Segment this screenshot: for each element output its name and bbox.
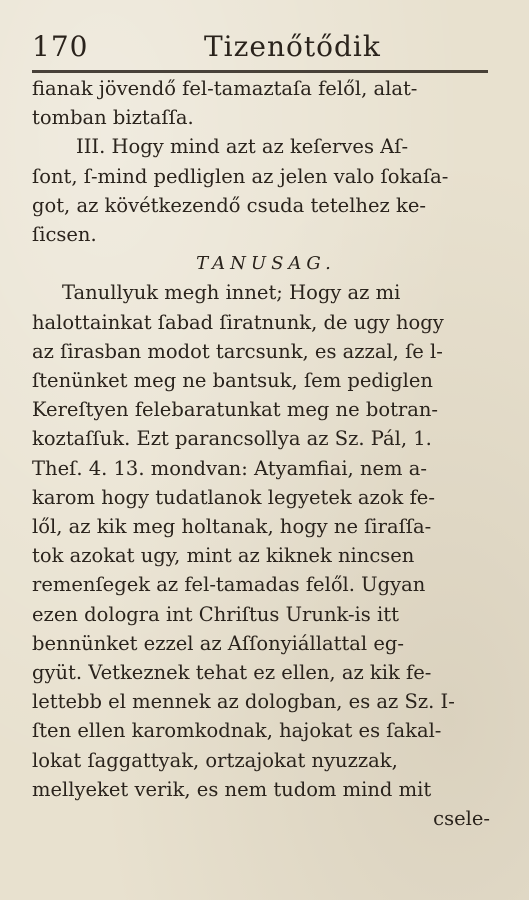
catchword: csele- — [433, 807, 490, 831]
text-line: tok azokat ugy, mint az kiknek nincsen — [32, 544, 415, 568]
text-line: halottainkat ſabad ſiratnunk, de ugy hogy — [32, 310, 444, 334]
page-header — [32, 22, 490, 66]
text-line: ſont, ſ-mind pedliglen az jelen valo ſokaſa- — [32, 164, 449, 188]
text-line: ezen dologra int Chriſtus Urunk-is itt — [32, 602, 399, 626]
text-line: lokat ſaggattyak, ortzajokat nyuzzak, — [32, 748, 398, 772]
text-line: ſicsen. — [32, 223, 97, 247]
text-line: fianak jövendő fel-tamaztaſa felől, alat- — [32, 77, 418, 100]
paragraph-first-line: Tanullyuk megh innet; Hogy az mi — [62, 281, 401, 305]
text-line: az ſirasban modot tarcsunk, es azzal, ſe l- — [32, 339, 443, 363]
section-three-line: III. Hogy mind azt az keſerves Aſ- — [76, 135, 409, 159]
text-line: koztaſſuk. Ezt parancsollya az Sz. Pál, 1. — [32, 427, 432, 451]
text-line: karom hogy tudatlanok legyetek azok fe- — [32, 485, 435, 509]
body-text — [32, 74, 500, 833]
text-line: got, az kövétkezendő csuda tetelhez ke- — [32, 193, 426, 217]
text-line: Theſ. 4. 13. mondvan: Atyamfiai, nem a- — [32, 456, 427, 480]
text-line: lől, az kik meg holtanak, hogy ne ſiraſſa- — [32, 515, 432, 539]
text-line: ſten ellen karomkodnak, hajokat es ſakal- — [32, 719, 442, 743]
text-line: bennünket ezzel az Aſſonyiállattal eg- — [32, 631, 404, 655]
text-line: tomban biztaſſa. — [32, 106, 194, 130]
page-number: 170 — [32, 30, 89, 63]
text-line: gyüt. Vetkeznek tehat ez ellen, az kik fe- — [32, 661, 432, 685]
text-line: mellyeket verik, es nem tudom mind mit — [32, 777, 432, 801]
running-title: Tizenőtődik — [204, 30, 381, 63]
text-line: remenſegek az fel-tamadas felől. Ugyan — [32, 573, 426, 597]
text-line: lettebb el mennek az dologban, es az Sz. I- — [32, 690, 455, 714]
text-line: ſtenünket meg ne bantsuk, ſem pediglen — [32, 369, 433, 393]
section-heading: TANUSAG. — [196, 253, 336, 275]
text-line: Kereſtyen felebaratunkat meg ne botran- — [32, 398, 438, 422]
header-rule — [32, 70, 488, 73]
